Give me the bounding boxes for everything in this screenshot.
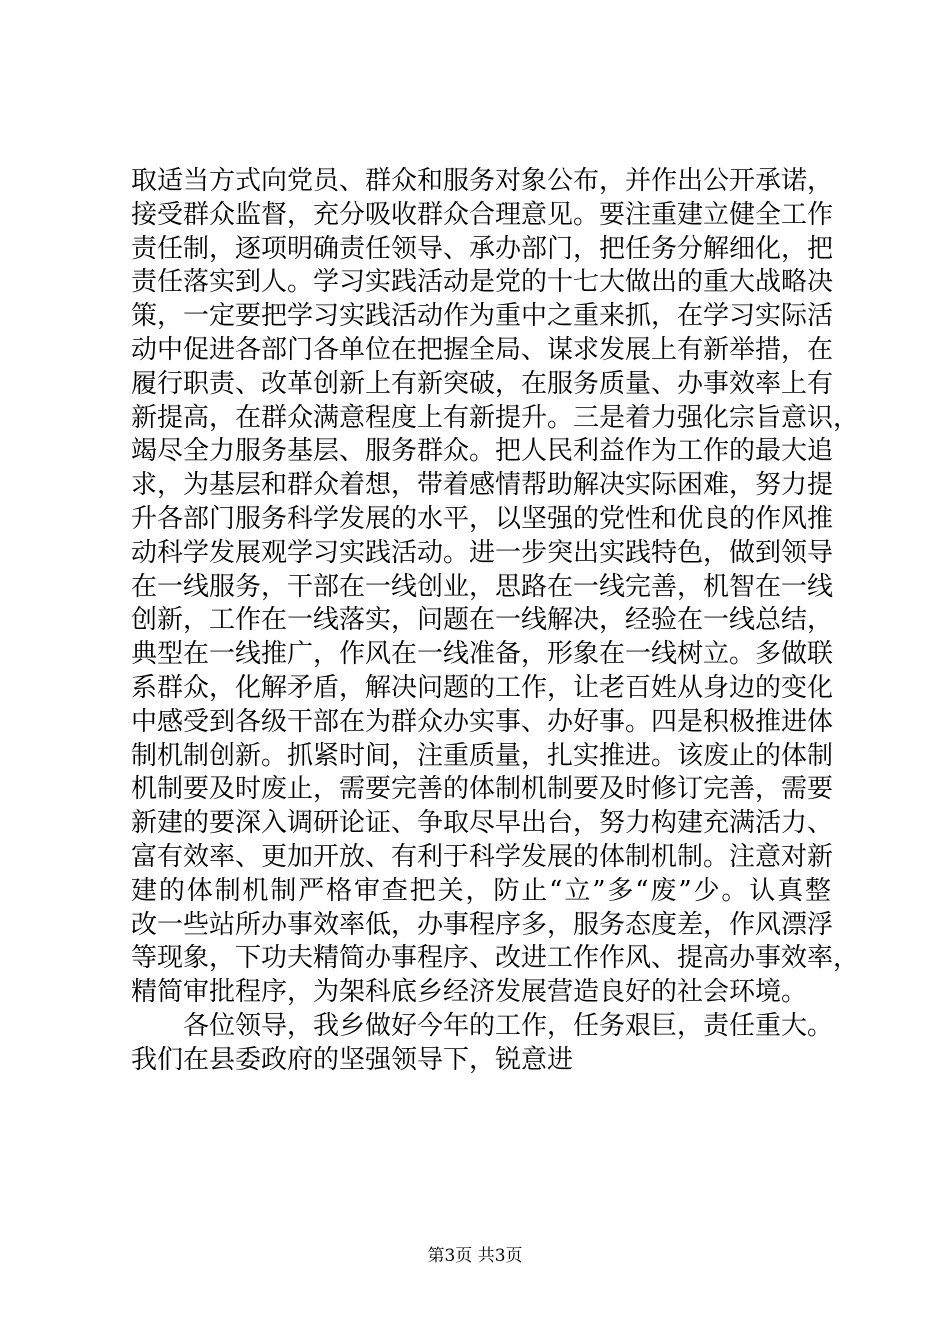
text-line: 求，为基层和群众着想，带着感情帮助解决实际困难，努力提 <box>131 470 834 501</box>
text-line: 新提高，在群众满意程度上有新提升。三是着力强化宗旨意识， <box>131 402 860 433</box>
text-line: 制机制创新。抓紧时间，注重质量，扎实推进。该废止的体制 <box>131 740 834 771</box>
text-line: 系群众，化解矛盾，解决问题的工作，让老百姓从身边的变化 <box>131 672 834 703</box>
body-text <box>131 165 860 1078</box>
page-footer <box>0 1241 950 1266</box>
text-line: 责任落实到人。学习实践活动是党的十七大做出的重大战略决 <box>131 267 834 298</box>
text-line: 策，一定要把学习实践活动作为重中之重来抓，在学习实际活 <box>131 301 834 332</box>
text-line: 典型在一线推广，作风在一线准备，形象在一线树立。多做联 <box>131 639 834 670</box>
page-number-label: 第3页 共3页 <box>427 1246 523 1266</box>
text-line: 中感受到各级干部在为群众办实事、办好事。四是积极推进体 <box>131 706 834 737</box>
text-line: 履行职责、改革创新上有新突破，在服务质量、办事效率上有 <box>131 368 834 399</box>
text-line: 动科学发展观学习实践活动。进一步突出实践特色，做到领导 <box>131 537 834 568</box>
text-line: 改一些站所办事效率低，办事程序多，服务态度差，作风漂浮 <box>131 909 834 940</box>
text-line: 我们在县委政府的坚强领导下，锐意进 <box>131 1044 574 1075</box>
text-line: 等现象，下功夫精简办事程序、改进工作作风、提高办事效率， <box>131 943 860 974</box>
text-line: 竭尽全力服务基层、服务群众。把人民利益作为工作的最大追 <box>131 436 834 467</box>
text-line: 责任制，逐项明确责任领导、承办部门，把任务分解细化，把 <box>131 233 834 264</box>
text-line: 升各部门服务科学发展的水平，以坚强的党性和优良的作风推 <box>131 503 834 534</box>
text-line: 取适当方式向党员、群众和服务对象公布，并作出公开承诺， <box>131 166 834 196</box>
text-line: 接受群众监督，充分吸收群众合理意见。要注重建立健全工作 <box>131 199 834 230</box>
text-line: 新建的要深入调研论证、争取尽早出台，努力构建充满活力、 <box>131 808 834 839</box>
text-line: 创新，工作在一线落实，问题在一线解决，经验在一线总结， <box>131 605 834 636</box>
text-line: 机制要及时废止，需要完善的体制机制要及时修订完善，需要 <box>131 774 834 805</box>
text-line: 富有效率、更加开放、有利于科学发展的体制机制。注意对新 <box>131 841 834 872</box>
text-line: 在一线服务，干部在一线创业，思路在一线完善，机智在一线 <box>131 571 834 602</box>
text-line: 建的体制机制严格审查把关，防止“立”多“废”少。认真整 <box>131 875 831 906</box>
text-line: 精简审批程序，为架科底乡经济发展营造良好的社会环境。 <box>131 977 808 1008</box>
text-line: 动中促进各部门各单位在把握全局、谋求发展上有新举措，在 <box>131 334 834 365</box>
paragraph-start-line: 各位领导，我乡做好今年的工作，任务艰巨，责任重大。 <box>183 1010 834 1041</box>
